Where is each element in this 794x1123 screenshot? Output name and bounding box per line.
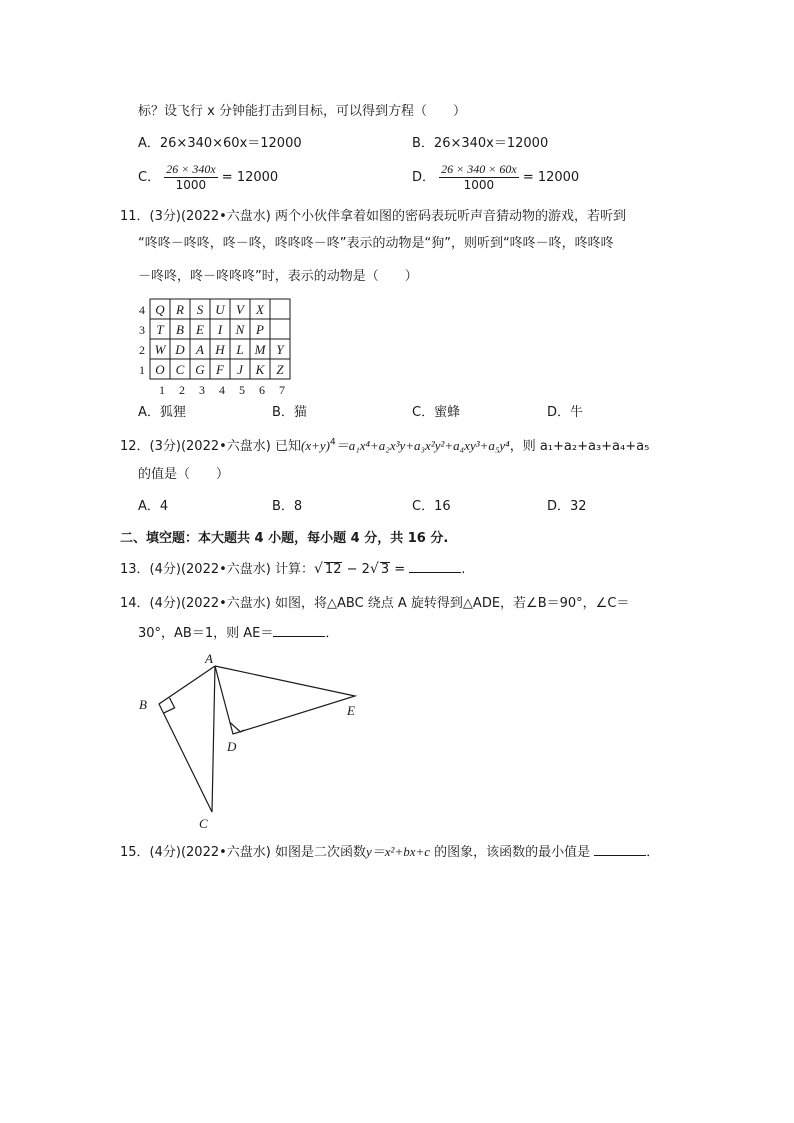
q13-answer-blank[interactable] xyxy=(409,560,461,573)
q11-line-1: 11．(3分)(2022•六盘水) 两个小伙伴拿着如图的密码表玩听声音猜动物的游戏，若听到 xyxy=(120,209,626,224)
grid-cell-letter: R xyxy=(176,302,184,317)
q14-line-2 xyxy=(138,624,338,643)
grid-cell-letter: J xyxy=(237,362,243,377)
point-label-a: A xyxy=(205,651,213,666)
q11-option-a: A．狐狸 xyxy=(138,405,186,420)
q12-option-b: B．8 xyxy=(272,499,303,514)
grid-cell-letter: U xyxy=(215,302,225,317)
grid-cell-letter: B xyxy=(176,322,184,337)
q11-line-2: “咚咚－咚咚，咚－咚，咚咚咚－咚”表示的动物是“狗”，则听到“咚咚－咚，咚咚咚 xyxy=(138,236,614,251)
q15-function: y＝x²+bx+c xyxy=(366,844,431,859)
q10-option-c-denominator: 1000 xyxy=(175,178,207,192)
q10-option-d-rhs: = 12000 xyxy=(522,170,580,185)
grid-col-label: 3 xyxy=(199,383,205,397)
point-label-e: E xyxy=(347,703,355,718)
point-label-d: D xyxy=(227,739,237,754)
q15-prefix: 15．(4分)(2022•六盘水) 如图是二次函数 xyxy=(120,845,366,860)
q11-option-d: D．牛 xyxy=(547,405,584,420)
q14-rotation-figure xyxy=(135,650,375,830)
grid-cell-letter: K xyxy=(255,362,265,377)
q14-end: ． xyxy=(325,626,339,641)
grid-cell-letter: Q xyxy=(155,302,165,317)
grid-cell-letter: G xyxy=(195,362,205,377)
grid-col-label: 7 xyxy=(279,383,285,397)
q10-option-a: A．26×340×60x＝12000 xyxy=(138,136,302,151)
q13-end: . xyxy=(461,562,466,577)
q11-code-grid xyxy=(136,296,296,396)
q12-line-1 xyxy=(120,437,649,456)
q10-option-d xyxy=(412,162,579,193)
grid-cell-letter: X xyxy=(256,302,264,317)
q12-base: (x+y) xyxy=(301,438,330,453)
q12-expansion: ＝a₁x⁴+a₂x³y+a₃x²y²+a₄xy³+a₅y⁴ xyxy=(335,438,510,453)
q10-option-d-fraction xyxy=(439,162,519,193)
point-label-b: B xyxy=(139,697,147,712)
q10-option-d-denominator: 1000 xyxy=(463,178,495,192)
q10-option-c-fraction xyxy=(164,162,217,193)
grid-row-label: 1 xyxy=(139,363,145,377)
grid-col-label: 2 xyxy=(179,383,185,397)
grid-row-label: 2 xyxy=(139,343,145,357)
grid-cell-letter: L xyxy=(236,342,244,357)
q12-option-d: D．32 xyxy=(547,499,587,514)
q10-option-c-label: C． xyxy=(138,170,161,185)
q11-option-b: B．猫 xyxy=(272,405,307,420)
grid-cell-letter: N xyxy=(235,322,245,337)
q12-exponent: 4 xyxy=(329,437,336,448)
grid-cell-letter: I xyxy=(217,322,223,337)
grid-cell-letter: S xyxy=(196,302,204,317)
q12-prefix: 12．(3分)(2022•六盘水) 已知 xyxy=(120,439,301,454)
grid-col-label: 6 xyxy=(259,383,265,397)
grid-cell-letter: D xyxy=(175,342,185,357)
triangle-abc xyxy=(159,666,215,812)
triangle-ade xyxy=(215,666,355,734)
grid-col-label: 1 xyxy=(159,383,165,397)
grid-row-label: 4 xyxy=(139,303,145,317)
q10-option-c-rhs: = 12000 xyxy=(221,170,279,185)
q10-stem-tail: 标？设飞行 x 分钟能打击到目标，可以得到方程（ ） xyxy=(138,104,466,119)
q13-radicand-1: 12 xyxy=(324,562,342,577)
q10-option-c-numerator: 26 × 340x xyxy=(166,162,216,176)
q15-end: ． xyxy=(646,845,660,860)
q15-answer-blank[interactable] xyxy=(594,843,646,856)
q14-line-1: 14．(4分)(2022•六盘水) 如图，将△ABC 绕点 A 旋转得到△ADE，若∠B＝90°，∠C＝ xyxy=(120,596,630,611)
q11-grid-col-labels xyxy=(159,383,285,397)
q10-option-d-label: D． xyxy=(412,170,436,185)
grid-col-label: 4 xyxy=(219,383,225,397)
q13-radical-sign-2: √ xyxy=(369,561,379,577)
q13-line xyxy=(120,560,465,579)
q14-line-2-text: 30°，AB＝1，则 AE＝ xyxy=(138,626,274,641)
grid-col-label: 5 xyxy=(239,383,245,397)
q14-answer-blank[interactable] xyxy=(273,624,325,637)
q13-radical-sign-1: √ xyxy=(314,561,323,577)
q11-grid-row-labels xyxy=(139,303,145,377)
q13-prefix: 13．(4分)(2022•六盘水) 计算： xyxy=(120,562,314,577)
q13-radicand-2: 3 xyxy=(380,562,390,577)
q12-option-a: A．4 xyxy=(138,499,169,514)
grid-cell-letter: T xyxy=(156,322,164,337)
q10-option-b: B．26×340x＝12000 xyxy=(412,136,549,151)
grid-cell-letter: V xyxy=(236,302,244,317)
q11-option-c: C．蜜蜂 xyxy=(412,405,461,420)
grid-cell-letter: M xyxy=(254,342,266,357)
q12-line-2: 的值是（ ） xyxy=(138,467,230,482)
q13-minus-2: − 2 xyxy=(342,562,370,577)
grid-cell-letter: E xyxy=(196,322,204,337)
grid-cell-letter: Z xyxy=(276,362,284,377)
grid-cell-letter: C xyxy=(175,362,185,377)
point-label-c: C xyxy=(199,816,208,831)
grid-row-label: 3 xyxy=(139,323,145,337)
q12-tail: ，则 a₁+a₂+a₃+a₄+a₅ xyxy=(509,439,650,454)
grid-cell-letter: H xyxy=(215,342,225,357)
q15-post: 的图象，该函数的最小值是 xyxy=(430,845,595,860)
grid-cell-letter: W xyxy=(154,342,166,357)
q10-option-d-numerator: 26 × 340 × 60x xyxy=(441,162,517,176)
grid-cell-letter: O xyxy=(155,362,165,377)
grid-cell-letter: F xyxy=(216,362,224,377)
q10-option-c xyxy=(138,162,278,193)
grid-cell-letter: P xyxy=(256,322,264,337)
grid-cell-letter: Y xyxy=(276,342,284,357)
q15-line xyxy=(120,843,659,862)
q11-line-3: －咚咚，咚－咚咚咚”时，表示的动物是（ ） xyxy=(138,269,418,284)
q12-option-c: C．16 xyxy=(412,499,451,514)
grid-cell-letter: A xyxy=(196,342,204,357)
q13-equals: = xyxy=(390,562,410,577)
section-2-title: 二、填空题：本大题共 4 小题，每小题 4 分，共 16 分. xyxy=(120,531,449,546)
